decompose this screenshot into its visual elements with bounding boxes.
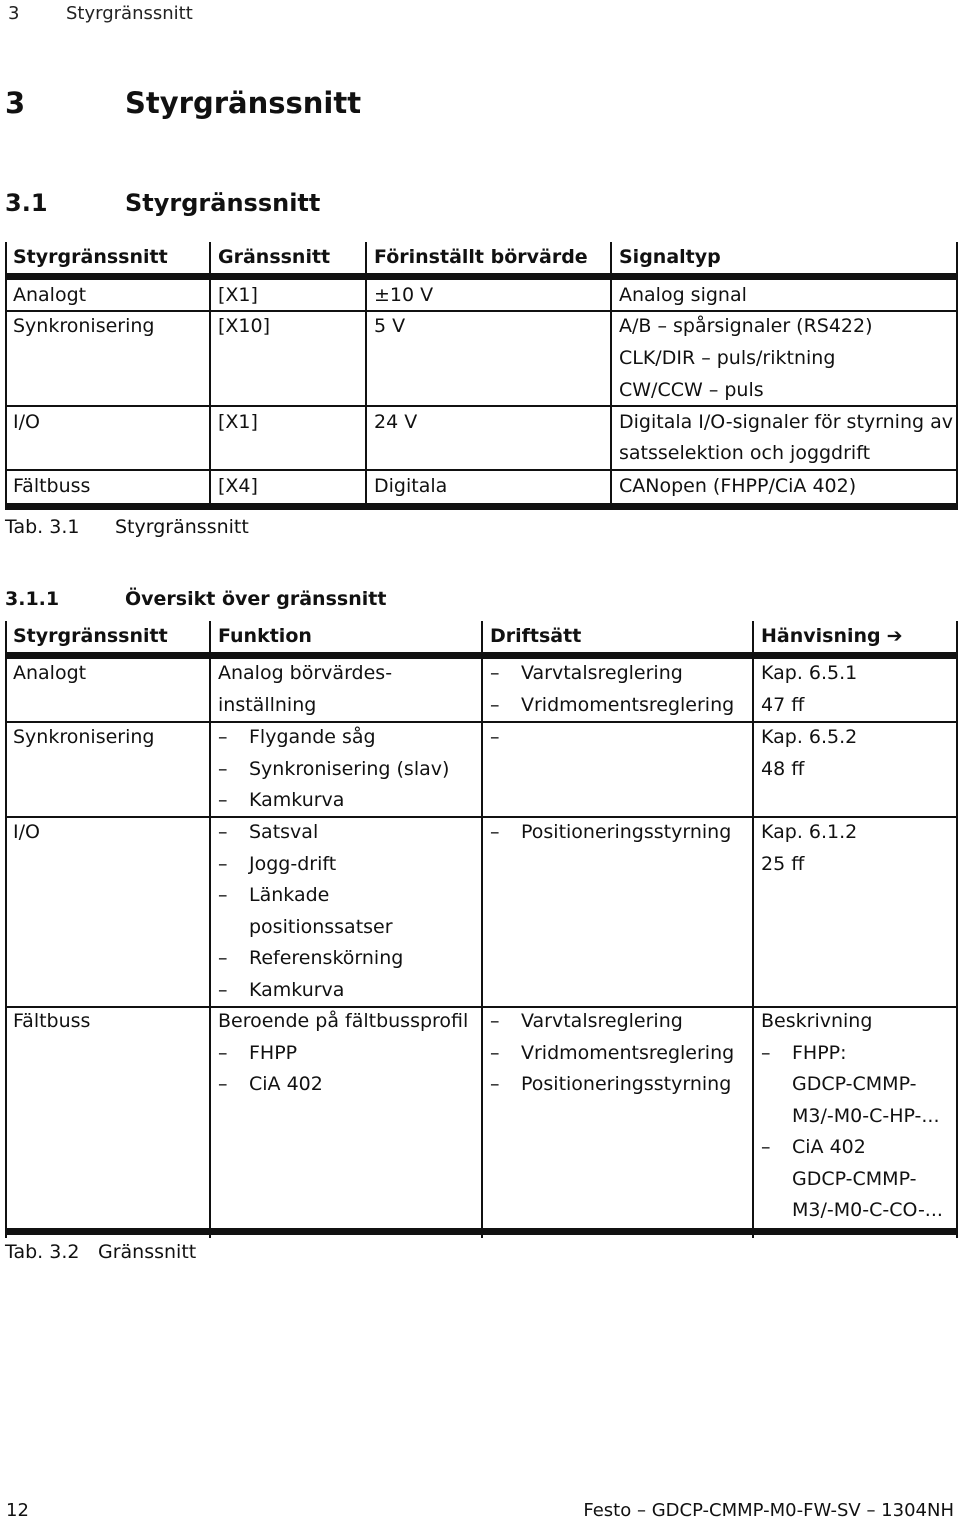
cell-text: Flygande såg xyxy=(249,726,376,748)
table-2-border xyxy=(481,621,483,1238)
table-1-bottom-rule xyxy=(5,503,958,510)
table-2-bottom-rule xyxy=(5,1228,958,1235)
table-2-cell-line xyxy=(490,1069,731,1101)
cell-text: GDCP-CMMP- xyxy=(792,1167,917,1190)
arrow-right-icon: ➔ xyxy=(886,625,903,647)
cell-text: Jogg-drift xyxy=(249,852,337,875)
dash-bullet: – xyxy=(218,852,228,875)
table-1-cell: Synkronisering xyxy=(13,315,155,337)
dash-bullet: – xyxy=(490,1073,500,1095)
cell-text: inställning xyxy=(218,693,317,716)
subsection-title: Översikt över gränssnitt xyxy=(125,588,387,610)
cell-text: Referenskörning xyxy=(249,947,404,969)
table-2-cell-line xyxy=(490,658,683,690)
dash-bullet: – xyxy=(490,821,500,843)
cell-text: Kap. 6.5.2 xyxy=(761,726,858,748)
cell-text: 47 ff xyxy=(761,693,805,716)
cell-text: Beroende på fältbussprofil xyxy=(218,1010,469,1032)
cell-text: 25 ff xyxy=(761,852,805,875)
table-2-cell-line xyxy=(218,849,336,881)
table-2-cell-line xyxy=(218,690,316,722)
section-number: 3.1 xyxy=(5,189,48,217)
table-1-caption-label: Tab. 3.1 xyxy=(5,516,80,538)
cell-text: Positioneringsstyrning xyxy=(521,1073,732,1095)
cell-text: M3/-M0-C-HP-... xyxy=(792,1104,940,1127)
table-2-header: Funktion xyxy=(218,625,312,647)
table-2-cell-line xyxy=(490,817,731,849)
dash-bullet: – xyxy=(490,693,500,716)
table-2-cell-line xyxy=(218,912,393,944)
table-1-cell: CW/CCW – puls xyxy=(619,379,764,401)
section-title: Styrgränssnitt xyxy=(125,189,321,217)
dash-bullet: – xyxy=(490,662,500,684)
table-1-cell: Fältbuss xyxy=(13,475,91,497)
cell-text: Positioneringsstyrning xyxy=(521,821,732,843)
table-1-cell: 5 V xyxy=(374,315,406,337)
cell-text: Satsval xyxy=(249,821,319,843)
dash-bullet: – xyxy=(218,726,228,748)
table-2-cell-line xyxy=(218,722,376,754)
dash-bullet: – xyxy=(761,1136,771,1158)
table-2-border xyxy=(752,621,754,1238)
table-2-cell-line xyxy=(761,690,804,722)
table-2-cell-line xyxy=(761,722,857,754)
dash-bullet: – xyxy=(490,726,500,748)
dash-bullet: – xyxy=(218,789,228,811)
table-1-cell: CANopen (FHPP/CiA 402) xyxy=(619,475,857,497)
dash-bullet: – xyxy=(218,1041,228,1064)
table-2-cell: Synkronisering xyxy=(13,726,155,748)
cell-text: Synkronisering (slav) xyxy=(249,757,450,780)
table-2-cell-line xyxy=(490,1038,734,1070)
cell-text: Varvtalsreglering xyxy=(521,662,683,684)
cell-text: Kap. 6.1.2 xyxy=(761,821,858,843)
table-1-cell: Analogt xyxy=(13,284,87,306)
running-header-title: Styrgränssnitt xyxy=(66,3,193,24)
table-2-cell-line xyxy=(761,658,857,690)
table-2-cell-line xyxy=(218,1006,468,1038)
dash-bullet: – xyxy=(218,884,228,906)
table-2-cell-line xyxy=(490,1006,683,1038)
table-2-cell-line xyxy=(490,690,734,722)
table-2-cell-line xyxy=(218,817,318,849)
table-2-cell-line xyxy=(761,1132,866,1164)
table-2-cell-line xyxy=(761,1164,916,1196)
running-header xyxy=(8,3,193,24)
table-1-caption-text: Styrgränssnitt xyxy=(115,516,249,538)
table-2-caption-text: Gränssnitt xyxy=(98,1241,197,1263)
dash-bullet: – xyxy=(490,1041,500,1064)
table-2-header-label: Hänvisning xyxy=(761,625,881,647)
table-1-cell: Digitala I/O-signaler för styrning av xyxy=(619,411,953,433)
table-1-cell: 24 V xyxy=(374,411,418,433)
table-2-cell: Fältbuss xyxy=(13,1010,91,1032)
table-2-cell-line xyxy=(761,1038,847,1070)
table-2-cell-line xyxy=(218,785,344,817)
table-2-cell-line xyxy=(218,975,344,1007)
table-2-cell-line xyxy=(761,1006,872,1038)
table-1-header: Signaltyp xyxy=(619,246,721,268)
cell-text: FHPP: xyxy=(792,1041,847,1064)
table-2-cell-line xyxy=(218,1069,323,1101)
cell-text: CiA 402 xyxy=(792,1136,866,1158)
page-number: 12 xyxy=(6,1500,29,1521)
table-1-header: Gränssnitt xyxy=(218,246,331,268)
cell-text: M3/-M0-C-CO-... xyxy=(792,1199,943,1221)
table-2-cell-line xyxy=(761,754,804,786)
dash-bullet: – xyxy=(218,1073,228,1095)
running-header-number: 3 xyxy=(8,3,20,24)
dash-bullet: – xyxy=(761,1041,771,1064)
document-id: Festo – GDCP-CMMP-M0-FW-SV – 1304NH xyxy=(583,1500,954,1521)
table-2-cell-line xyxy=(761,1101,940,1133)
table-1-cell: Digitala xyxy=(374,475,448,497)
cell-text: GDCP-CMMP- xyxy=(792,1073,917,1095)
cell-text: Beskrivning xyxy=(761,1010,873,1032)
table-2-border xyxy=(5,621,7,1238)
table-1-cell: [X1] xyxy=(218,284,258,306)
table-1-header-rule xyxy=(5,273,958,280)
dash-bullet: – xyxy=(218,978,228,1001)
table-1-cell: I/O xyxy=(13,411,40,433)
cell-text: Analog börvärdes- xyxy=(218,662,393,684)
cell-text: CiA 402 xyxy=(249,1073,323,1095)
table-1-cell: satsselektion och joggdrift xyxy=(619,442,871,464)
cell-text: Varvtalsreglering xyxy=(521,1010,683,1032)
dash-bullet: – xyxy=(218,757,228,780)
dash-bullet: – xyxy=(218,821,228,843)
section-heading xyxy=(5,189,320,217)
dash-bullet: – xyxy=(218,947,228,969)
cell-text: Länkade xyxy=(249,884,330,906)
table-2-cell-line xyxy=(218,658,392,690)
table-2-cell-line xyxy=(218,943,403,975)
table-2-header: Styrgränssnitt xyxy=(13,625,168,647)
table-2-cell: Analogt xyxy=(13,662,87,684)
table-2-cell-line xyxy=(218,754,449,786)
table-1-cell: Analog signal xyxy=(619,284,747,306)
cell-text: Vridmomentsreglering xyxy=(521,693,735,716)
table-1-cell: A/B – spårsignaler (RS422) xyxy=(619,315,873,337)
table-2-caption-label: Tab. 3.2 xyxy=(5,1241,80,1263)
table-1-header: Förinställt börvärde xyxy=(374,246,588,268)
table-1-cell: [X4] xyxy=(218,475,258,497)
table-1-header: Styrgränssnitt xyxy=(13,246,168,268)
cell-text: Kamkurva xyxy=(249,789,345,811)
cell-text: positionssatser xyxy=(249,915,393,938)
table-2-header: Driftsätt xyxy=(490,625,582,647)
chapter-number: 3 xyxy=(5,86,26,120)
subsection-heading xyxy=(5,588,386,610)
cell-text: Kap. 6.5.1 xyxy=(761,662,858,684)
table-2-cell-line xyxy=(761,1069,916,1101)
table-2-cell: I/O xyxy=(13,821,40,843)
table-2-header xyxy=(761,621,903,653)
dash-bullet: – xyxy=(490,1010,500,1032)
table-2-border xyxy=(956,621,958,1238)
table-2-cell-line xyxy=(490,722,521,754)
cell-text: 48 ff xyxy=(761,757,805,780)
table-2-border xyxy=(209,621,211,1238)
table-2-cell-line xyxy=(218,880,329,912)
cell-text: Kamkurva xyxy=(249,978,345,1001)
chapter-title: Styrgränssnitt xyxy=(125,86,362,120)
cell-text: Vridmomentsreglering xyxy=(521,1041,735,1064)
chapter-heading xyxy=(5,86,361,120)
table-2-cell-line xyxy=(761,817,857,849)
table-2-cell-line xyxy=(761,849,804,881)
table-2-cell-line xyxy=(761,1195,943,1227)
table-1-cell: [X1] xyxy=(218,411,258,433)
subsection-number: 3.1.1 xyxy=(5,588,60,610)
table-1-cell: [X10] xyxy=(218,315,271,337)
table-1-cell: CLK/DIR – puls/riktning xyxy=(619,347,836,369)
table-1-cell: ±10 V xyxy=(374,284,434,306)
table-2-cell-line xyxy=(218,1038,297,1070)
cell-text: FHPP xyxy=(249,1041,298,1064)
